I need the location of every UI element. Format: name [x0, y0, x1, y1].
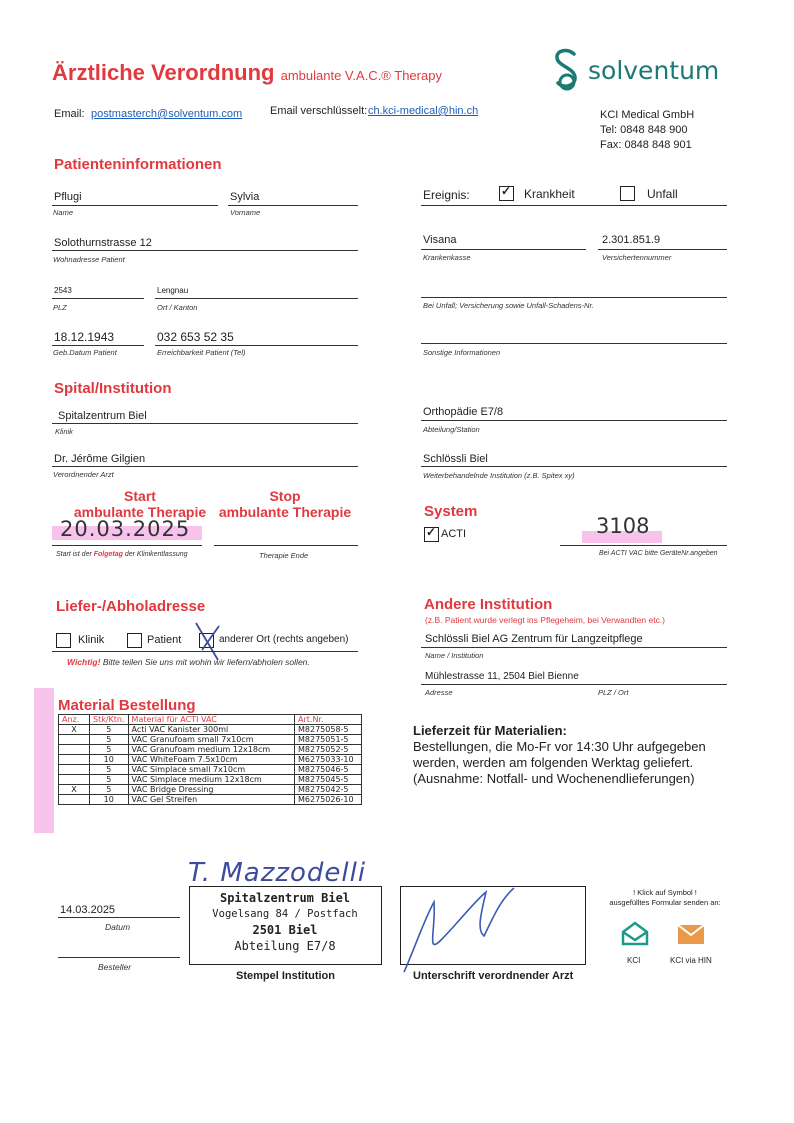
patient-section-title: Patienteninformationen: [54, 156, 222, 173]
material-qty-cell[interactable]: [59, 765, 90, 775]
insured-number-label: Versichertennummer: [602, 253, 672, 262]
material-row: [59, 765, 362, 775]
start-therapy-title: Start ambulante Therapie: [73, 488, 207, 520]
patient-phone[interactable]: 032 653 52 35: [157, 330, 234, 344]
patient-address-label: Wohnadresse Patient: [53, 255, 125, 264]
material-qty-cell[interactable]: [59, 795, 90, 805]
institution-section-title: Spital/Institution: [54, 380, 172, 397]
followup-institution[interactable]: Schlössli Biel: [423, 453, 488, 465]
material-name-cell: VAC Simplace medium 12x18cm: [128, 775, 294, 785]
company-name: KCI Medical GmbH: [600, 109, 695, 121]
insurer-label: Krankenkasse: [423, 253, 471, 262]
system-acti-checkbox[interactable]: [424, 527, 439, 542]
delivery-time-line: werden, werden am folgenden Werktag geliefert.: [413, 755, 694, 770]
start-date[interactable]: 20.03.2025: [60, 517, 191, 541]
doctor-name[interactable]: Dr. Jérôme Gilgien: [54, 453, 146, 465]
delivery-time-title: Lieferzeit für Materialien:: [413, 723, 567, 738]
material-name-cell: VAC Simplace small 7x10cm: [128, 765, 294, 775]
material-name-cell: VAC Granufoam medium 12x18cm: [128, 745, 294, 755]
system-section-title: System: [424, 503, 478, 520]
mail-icon: [620, 920, 650, 946]
delivery-other-label: anderer Ort (rechts angeben): [219, 634, 349, 645]
other-institution-name[interactable]: Schlössli Biel AG Zentrum für Langzeitpflege: [425, 633, 643, 645]
material-name-cell: VAC Bridge Dressing: [128, 785, 294, 795]
other-institution-plz-label: PLZ / Ort: [598, 688, 629, 697]
other-institution-address[interactable]: Mühlestrasse 11, 2504 Biel Bienne: [425, 671, 579, 682]
end-date-label: Therapie Ende: [259, 551, 309, 560]
send-kci-label: KCI: [627, 956, 641, 965]
patient-dob[interactable]: 18.12.1943: [54, 330, 115, 344]
patient-city[interactable]: Lengnau: [157, 286, 189, 295]
material-art-cell: M8275045-5: [295, 775, 362, 785]
other-institution-name-label: Name / Institution: [425, 651, 484, 660]
delivery-patient-checkbox[interactable]: [127, 633, 142, 648]
stop-therapy-title: Stop ambulante Therapie: [218, 488, 352, 520]
material-name-cell: VAC Granufoam small 7x10cm: [128, 735, 294, 745]
material-pack-cell: 5: [90, 765, 129, 775]
material-qty-cell[interactable]: [59, 745, 90, 755]
material-table: [58, 714, 362, 805]
patient-plz[interactable]: 2543: [54, 286, 72, 295]
stamp-label: Stempel Institution: [236, 970, 335, 982]
other-institution-section-title: Andere Institution: [424, 596, 553, 613]
event-illness-label: Krankheit: [524, 187, 575, 201]
material-row: [59, 735, 362, 745]
system-acti-label: ACTI: [441, 528, 467, 540]
encrypted-email-link[interactable]: ch.kci-medical@hin.ch: [368, 105, 479, 117]
material-pack-cell: 10: [90, 755, 129, 765]
orderer-signature: T. Mazzodelli: [188, 858, 367, 888]
event-illness-checkbox[interactable]: [499, 186, 514, 201]
insured-number[interactable]: 2.301.851.9: [602, 234, 661, 246]
material-qty-cell[interactable]: [59, 735, 90, 745]
material-pack-cell: 5: [90, 785, 129, 795]
doctor-signature-label: Unterschrift verordnender Arzt: [413, 970, 574, 982]
clinic-name[interactable]: Spitalzentrum Biel: [58, 410, 147, 422]
patient-city-label: Ort / Kanton: [157, 303, 198, 312]
send-kci-button[interactable]: [620, 920, 650, 951]
company-fax: Fax: 0848 848 901: [600, 139, 692, 151]
other-info-label: Sonstige Informationen: [423, 348, 501, 357]
followup-institution-label: Weiterbehandelnde Institution (z.B. Spitex xy): [423, 471, 575, 480]
delivery-patient-label: Patient: [147, 634, 182, 646]
material-col-art: Art.Nr.: [295, 715, 362, 725]
delivery-time-block: [413, 723, 706, 787]
clinic-label: Klinik: [55, 427, 73, 436]
patient-plz-label: PLZ: [53, 303, 67, 312]
orderer-label: Besteller: [98, 962, 132, 972]
patient-name[interactable]: Pflugi: [54, 191, 82, 203]
material-name-cell: Acti VAC Kanister 300ml: [128, 725, 294, 735]
company-tel: Tel: 0848 848 900: [600, 124, 688, 136]
material-art-cell: M8275046-5: [295, 765, 362, 775]
material-qty-cell[interactable]: X: [59, 725, 90, 735]
material-row: [59, 795, 362, 805]
other-institution-hint: (z.B. Patient wurde verlegt ins Pflegeheim, bei Verwandten etc.): [425, 615, 666, 625]
material-pack-cell: 5: [90, 745, 129, 755]
material-pack-cell: 5: [90, 725, 129, 735]
patient-dob-label: Geb.Datum Patient: [53, 348, 117, 357]
send-instructions: ! Klick auf Symbol ! ausgefülltes Formular senden an:: [609, 888, 721, 907]
material-name-cell: VAC Gel Streifen: [128, 795, 294, 805]
encrypted-email-label: Email verschlüsselt:: [270, 105, 368, 117]
doctor-label: Verordnender Arzt: [53, 470, 114, 479]
material-row: [59, 745, 362, 755]
delivery-time-line: (Ausnahme: Notfall- und Wochenendlieferungen): [413, 771, 695, 786]
material-pack-cell: 5: [90, 735, 129, 745]
material-art-cell: M6275026-10: [295, 795, 362, 805]
patient-address[interactable]: Solothurnstrasse 12: [54, 237, 152, 249]
material-col-stk: Stk/Ktn.: [90, 715, 129, 725]
email-label: Email:: [54, 108, 85, 120]
material-name-cell: VAC WhiteFoam 7.5x10cm: [128, 755, 294, 765]
material-row: [59, 785, 362, 795]
material-pack-cell: 10: [90, 795, 129, 805]
form-title: Ärztliche Verordnung ambulante V.A.C.® Therapy: [52, 60, 442, 85]
stamp-text: Spitalzentrum Biel Vogelsang 84 / Postfach 2501 Biel Abteilung E7/8: [212, 891, 358, 953]
delivery-time-line: Bestellungen, die Mo-Fr vor 14:30 Uhr aufgegeben: [413, 739, 706, 754]
form-subtitle: ambulante V.A.C.® Therapy: [280, 68, 442, 83]
department-label: Abteilung/Station: [423, 425, 480, 434]
material-qty-cell[interactable]: [59, 755, 90, 765]
material-art-cell: M8275051-5: [295, 735, 362, 745]
event-accident-checkbox[interactable]: [620, 186, 635, 201]
doctor-signature-icon: [396, 880, 526, 980]
material-art-cell: M8275042-5: [295, 785, 362, 795]
insurer[interactable]: Visana: [423, 234, 457, 246]
accident-insurance-label: Bei Unfall; Versicherung sowie Unfall-Schadens-Nr.: [423, 301, 594, 310]
department[interactable]: Orthopädie E7/8: [423, 406, 504, 418]
device-number-label: Bei ACTI VAC bitte GeräteNr.angeben: [599, 550, 718, 557]
order-date-label: Datum: [105, 922, 131, 932]
email-link[interactable]: postmasterch@solventum.com: [91, 108, 243, 120]
patient-phone-label: Erreichbarkeit Patient (Tel): [157, 348, 246, 357]
order-date[interactable]: 14.03.2025: [60, 904, 116, 916]
send-kci-hin-button[interactable]: [676, 920, 706, 951]
patient-firstname[interactable]: Sylvia: [230, 191, 260, 203]
delivery-clinic-checkbox[interactable]: [56, 633, 71, 648]
material-row: [59, 775, 362, 785]
start-date-label: Start ist der Folgetag der Klinikentlassung: [56, 551, 188, 558]
material-qty-cell[interactable]: [59, 775, 90, 785]
material-art-cell: M8275058-5: [295, 725, 362, 735]
other-institution-address-label: Adresse: [425, 688, 453, 697]
highlight-mark: [34, 688, 54, 833]
material-art-cell: M6275033-10: [295, 755, 362, 765]
patient-name-label: Name: [53, 208, 74, 217]
material-art-cell: M8275052-5: [295, 745, 362, 755]
material-qty-cell[interactable]: X: [59, 785, 90, 795]
event-accident-label: Unfall: [647, 187, 678, 201]
company-info: [600, 108, 694, 153]
send-kci-hin-label: KCI via HIN: [670, 956, 712, 965]
material-col-anz: Anz.: [59, 715, 90, 725]
material-row: [59, 755, 362, 765]
event-label: Ereignis:: [423, 188, 470, 202]
delivery-section-title: Liefer-/Abholadresse: [56, 598, 206, 615]
device-number[interactable]: 3108: [596, 514, 650, 538]
material-pack-cell: 5: [90, 775, 129, 785]
material-col-name: Material für ACTI VAC: [128, 715, 294, 725]
solventum-logo-icon: [550, 46, 584, 97]
delivery-note: Wichtig! Bitte teilen Sie uns mit wohin wir liefern/abholen sollen.: [67, 657, 310, 667]
brand-name: solventum: [588, 56, 720, 85]
secure-mail-icon: [676, 920, 706, 946]
material-row: [59, 725, 362, 735]
material-section-title: Material Bestellung: [58, 697, 196, 714]
patient-firstname-label: Vorname: [230, 208, 261, 217]
delivery-clinic-label: Klinik: [78, 634, 105, 646]
